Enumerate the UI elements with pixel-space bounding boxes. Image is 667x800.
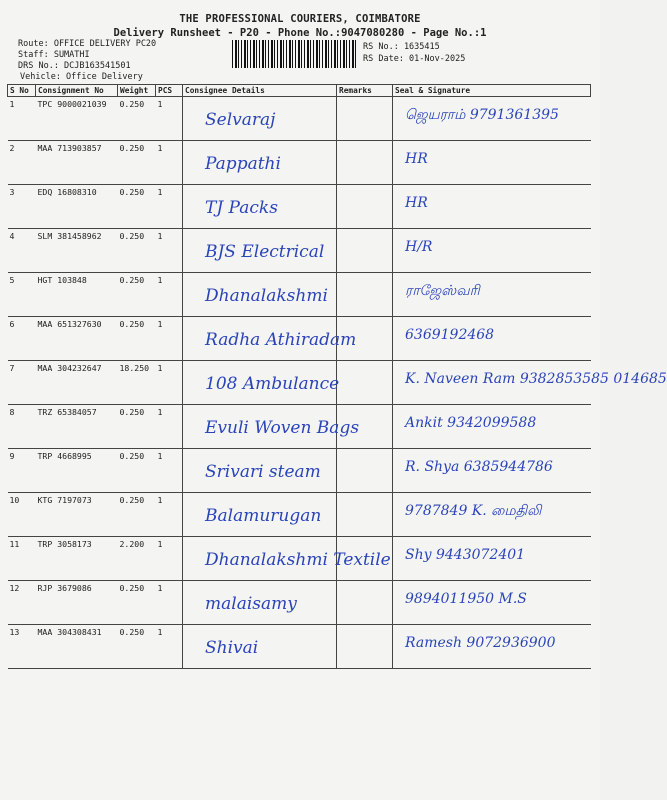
table-row: [8, 141, 591, 185]
handwritten-consignee: Dhanalakshmi: [205, 286, 328, 306]
row-pcs: 1: [156, 273, 183, 317]
row-pcs: 1: [156, 229, 183, 273]
row-signature: [393, 361, 667, 405]
row-signature: [393, 405, 591, 449]
row-consignment-no: MAA 304232647: [36, 361, 118, 405]
handwritten-signature: 9894011950 M.S: [405, 591, 527, 607]
handwritten-signature: HR: [405, 195, 428, 211]
row-signature: [393, 537, 591, 581]
row-sno: 7: [8, 361, 36, 405]
row-consignment-no: TPC 9000021039: [36, 97, 118, 141]
row-signature: [393, 493, 591, 537]
row-consignee: [183, 493, 337, 537]
company-title: THE PROFESSIONAL COURIERS, COIMBATORE: [179, 13, 421, 25]
row-remarks: [337, 141, 393, 185]
row-consignee: [183, 273, 337, 317]
row-signature: [393, 581, 591, 625]
row-sno: 3: [8, 185, 36, 229]
row-consignment-no: TRP 4668995: [36, 449, 118, 493]
drs-info: DRS No.: DCJB163541501: [18, 61, 131, 71]
table-row: [8, 273, 591, 317]
row-consignment-no: MAA 651327630: [36, 317, 118, 361]
table-row: [8, 405, 591, 449]
row-pcs: 1: [156, 405, 183, 449]
row-pcs: 1: [156, 449, 183, 493]
table-row: [8, 625, 591, 669]
handwritten-consignee: Dhanalakshmi Textile: [205, 550, 391, 570]
table-row: [8, 229, 591, 273]
row-consignment-no: SLM 381458962: [36, 229, 118, 273]
row-signature: [393, 273, 591, 317]
table-row: [8, 537, 591, 581]
table-row: [8, 493, 591, 537]
table-row: [8, 449, 591, 493]
row-signature: [393, 141, 591, 185]
row-signature: [393, 97, 591, 141]
handwritten-consignee: TJ Packs: [205, 198, 278, 218]
row-consignee: [183, 405, 360, 449]
row-consignment-no: KTG 7197073: [36, 493, 118, 537]
row-sno: 10: [8, 493, 36, 537]
staff-info: Staff: SUMATHI: [18, 50, 90, 60]
row-weight: 0.250: [118, 273, 156, 317]
row-remarks: [337, 405, 393, 449]
row-consignment-no: MAA 304308431: [36, 625, 118, 669]
header-consignment: Consignment No: [36, 85, 118, 97]
row-pcs: 1: [156, 625, 183, 669]
handwritten-signature: HR: [405, 151, 428, 167]
route-info: Route: OFFICE DELIVERY PC20: [18, 39, 157, 49]
row-remarks: [337, 449, 393, 493]
row-remarks: [337, 361, 393, 405]
row-consignee: [183, 97, 337, 141]
rs-number: RS No.: 1635415: [363, 42, 440, 52]
row-weight: 0.250: [118, 97, 156, 141]
handwritten-signature: ராஜேஸ்வரி: [405, 283, 480, 299]
handwritten-signature: Ramesh 9072936900: [405, 635, 556, 651]
row-sno: 11: [8, 537, 36, 581]
row-pcs: 1: [156, 317, 183, 361]
row-remarks: [337, 317, 393, 361]
handwritten-consignee: Srivari steam: [205, 462, 321, 482]
row-weight: 0.250: [118, 493, 156, 537]
row-weight: 0.250: [118, 405, 156, 449]
handwritten-signature: 9787849 K. மைதிலி: [405, 503, 542, 519]
row-weight: 0.250: [118, 581, 156, 625]
handwritten-consignee: Radha Athiradam: [205, 330, 357, 350]
handwritten-signature: H/R: [405, 239, 433, 255]
row-consignee: [183, 449, 337, 493]
row-signature: [393, 229, 591, 273]
row-weight: 0.250: [118, 141, 156, 185]
row-weight: 0.250: [118, 317, 156, 361]
row-weight: 0.250: [118, 625, 156, 669]
row-remarks: [337, 185, 393, 229]
handwritten-consignee: Selvaraj: [205, 110, 276, 130]
runsheet-table: [7, 84, 667, 669]
handwritten-signature: K. Naveen Ram 9382853585 014685: [405, 371, 667, 387]
row-sno: 1: [8, 97, 36, 141]
row-sno: 12: [8, 581, 36, 625]
row-pcs: 1: [156, 493, 183, 537]
handwritten-consignee: Balamurugan: [205, 506, 322, 526]
table-body: [8, 97, 667, 669]
handwritten-signature: R. Shya 6385944786: [405, 459, 553, 475]
handwritten-signature: Ankit 9342099588: [405, 415, 537, 431]
handwritten-consignee: Evuli Woven Bags: [205, 418, 360, 438]
row-consignment-no: HGT 103848: [36, 273, 118, 317]
row-sno: 8: [8, 405, 36, 449]
row-remarks: [337, 537, 393, 581]
row-sno: 4: [8, 229, 36, 273]
row-remarks: [337, 273, 393, 317]
row-sno: 5: [8, 273, 36, 317]
handwritten-signature: Shy 9443072401: [405, 547, 526, 563]
row-consignee: [183, 581, 337, 625]
row-remarks: [337, 493, 393, 537]
handwritten-consignee: Pappathi: [205, 154, 281, 174]
row-consignee: [183, 185, 337, 229]
row-weight: 18.250: [118, 361, 156, 405]
header-weight: Weight: [118, 85, 156, 97]
row-consignee: [183, 625, 337, 669]
rs-date: RS Date: 01-Nov-2025: [363, 54, 466, 64]
row-sno: 6: [8, 317, 36, 361]
row-pcs: 1: [156, 141, 183, 185]
handwritten-signature: 6369192468: [405, 327, 495, 343]
row-consignee: [183, 537, 391, 581]
row-consignment-no: MAA 713903857: [36, 141, 118, 185]
row-remarks: [337, 625, 393, 669]
row-weight: 0.250: [118, 449, 156, 493]
row-pcs: 1: [156, 97, 183, 141]
row-consignee: [183, 361, 340, 405]
table-row: [8, 361, 591, 405]
handwritten-consignee: 108 Ambulance: [205, 374, 340, 394]
handwritten-consignee: Shivai: [205, 638, 259, 658]
row-pcs: 1: [156, 185, 183, 229]
table-row: [8, 581, 591, 625]
table-row: [8, 97, 591, 141]
header-remarks: Remarks: [337, 85, 393, 97]
row-pcs: 1: [156, 361, 183, 405]
row-remarks: [337, 97, 393, 141]
row-signature: [393, 625, 591, 669]
row-pcs: 1: [156, 537, 183, 581]
table-row: [8, 185, 591, 229]
row-consignee: [183, 317, 357, 361]
handwritten-consignee: BJS Electrical: [205, 242, 325, 262]
row-sno: 13: [8, 625, 36, 669]
row-pcs: 1: [156, 581, 183, 625]
row-remarks: [337, 581, 393, 625]
row-consignment-no: RJP 3679086: [36, 581, 118, 625]
table-row: [8, 317, 591, 361]
vehicle-info: Vehicle: Office Delivery: [20, 72, 143, 82]
handwritten-signature: ஜெயராம் 9791361395: [405, 107, 559, 123]
row-weight: 0.250: [118, 185, 156, 229]
header-consignee: Consignee Details: [183, 85, 337, 97]
row-signature: [393, 449, 591, 493]
table-header-row: [8, 85, 591, 97]
row-consignee: [183, 141, 337, 185]
row-signature: [393, 317, 591, 361]
row-sno: 9: [8, 449, 36, 493]
row-signature: [393, 185, 591, 229]
header-sno: S No: [8, 85, 36, 97]
row-weight: 2.200: [118, 537, 156, 581]
row-consignment-no: TRZ 65384057: [36, 405, 118, 449]
header-pcs: PCS: [156, 85, 183, 97]
row-consignee: [183, 229, 337, 273]
barcode: [232, 40, 357, 68]
runsheet-subtitle: Delivery Runsheet - P20 - Phone No.:9047080280 - Page No.:1: [113, 27, 487, 39]
row-weight: 0.250: [118, 229, 156, 273]
row-sno: 2: [8, 141, 36, 185]
row-consignment-no: TRP 3058173: [36, 537, 118, 581]
row-consignment-no: EDQ 16808310: [36, 185, 118, 229]
handwritten-consignee: malaisamy: [205, 594, 297, 614]
row-remarks: [337, 229, 393, 273]
header-signature: Seal & Signature: [393, 85, 591, 97]
